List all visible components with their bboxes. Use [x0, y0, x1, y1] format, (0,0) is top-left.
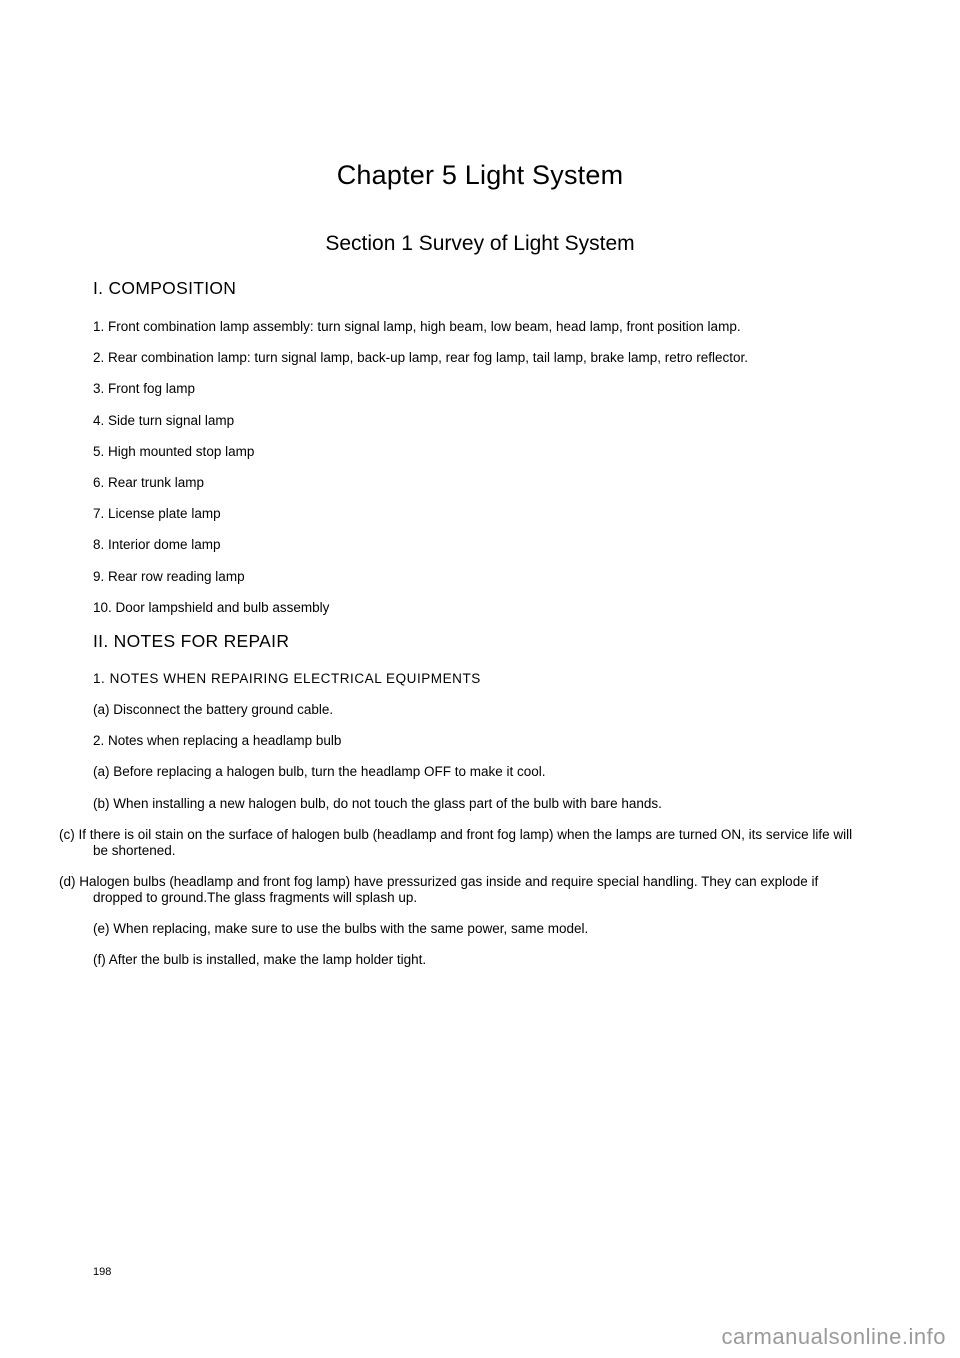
list-item: 1. NOTES WHEN REPAIRING ELECTRICAL EQUIPMENTS — [93, 670, 481, 686]
section-title: Section 1 Survey of Light System — [325, 232, 635, 255]
list-item: 3. Front fog lamp — [93, 381, 196, 397]
list-item: (a) Before replacing a halogen bulb, turn the headlamp OFF to make it cool. — [93, 764, 546, 780]
heading-notes-for-repair: II. NOTES FOR REPAIR — [93, 630, 290, 651]
chapter-title: Chapter 5 Light System — [336, 160, 624, 190]
page-number: 198 — [93, 1266, 112, 1278]
list-item: (c) If there is oil stain on the surface of halogen bulb (headlamp and front fog lamp) when the lamps are turned ON, its service life will be shortened. — [59, 826, 853, 858]
composition-list — [93, 319, 868, 616]
list-item: 2. Notes when replacing a headlamp bulb — [93, 733, 342, 749]
list-item: 9. Rear row reading lamp — [93, 568, 245, 584]
heading-composition: I. COMPOSITION — [93, 278, 237, 298]
list-item: 1. Front combination lamp assembly: turn signal lamp, high beam, low beam, head lamp, front position lamp. — [93, 319, 741, 334]
list-item: 10. Door lampshield and bulb assembly — [93, 599, 330, 615]
list-item: 4. Side turn signal lamp — [93, 412, 235, 428]
list-item: 6. Rear trunk lamp — [93, 474, 205, 490]
list-item: (a) Disconnect the battery ground cable. — [93, 702, 334, 718]
list-item: (b) When installing a new halogen bulb, do not touch the glass part of the bulb with bare hands. — [93, 795, 662, 811]
watermark: carmanualsonline.info — [721, 1324, 946, 1349]
list-item: 8. Interior dome lamp — [93, 537, 221, 553]
list-item: 2. Rear combination lamp: turn signal lamp, back-up lamp, rear fog lamp, tail lamp, brake lamp, retro reflector. — [93, 350, 749, 366]
list-item: (e) When replacing, make sure to use the bulbs with the same power, same model. — [93, 921, 589, 937]
list-item: (f) After the bulb is installed, make the lamp holder tight. — [93, 952, 427, 968]
document-body — [59, 278, 868, 984]
notes-list — [59, 670, 868, 969]
list-item: (d) Halogen bulbs (headlamp and front fog lamp) have pressurized gas inside and require special handling. They can explode if dropped to ground.The glass fragments will splash up. — [59, 874, 819, 905]
list-item: 5. High mounted stop lamp — [93, 443, 255, 459]
list-item: 7. License plate lamp — [93, 506, 221, 522]
